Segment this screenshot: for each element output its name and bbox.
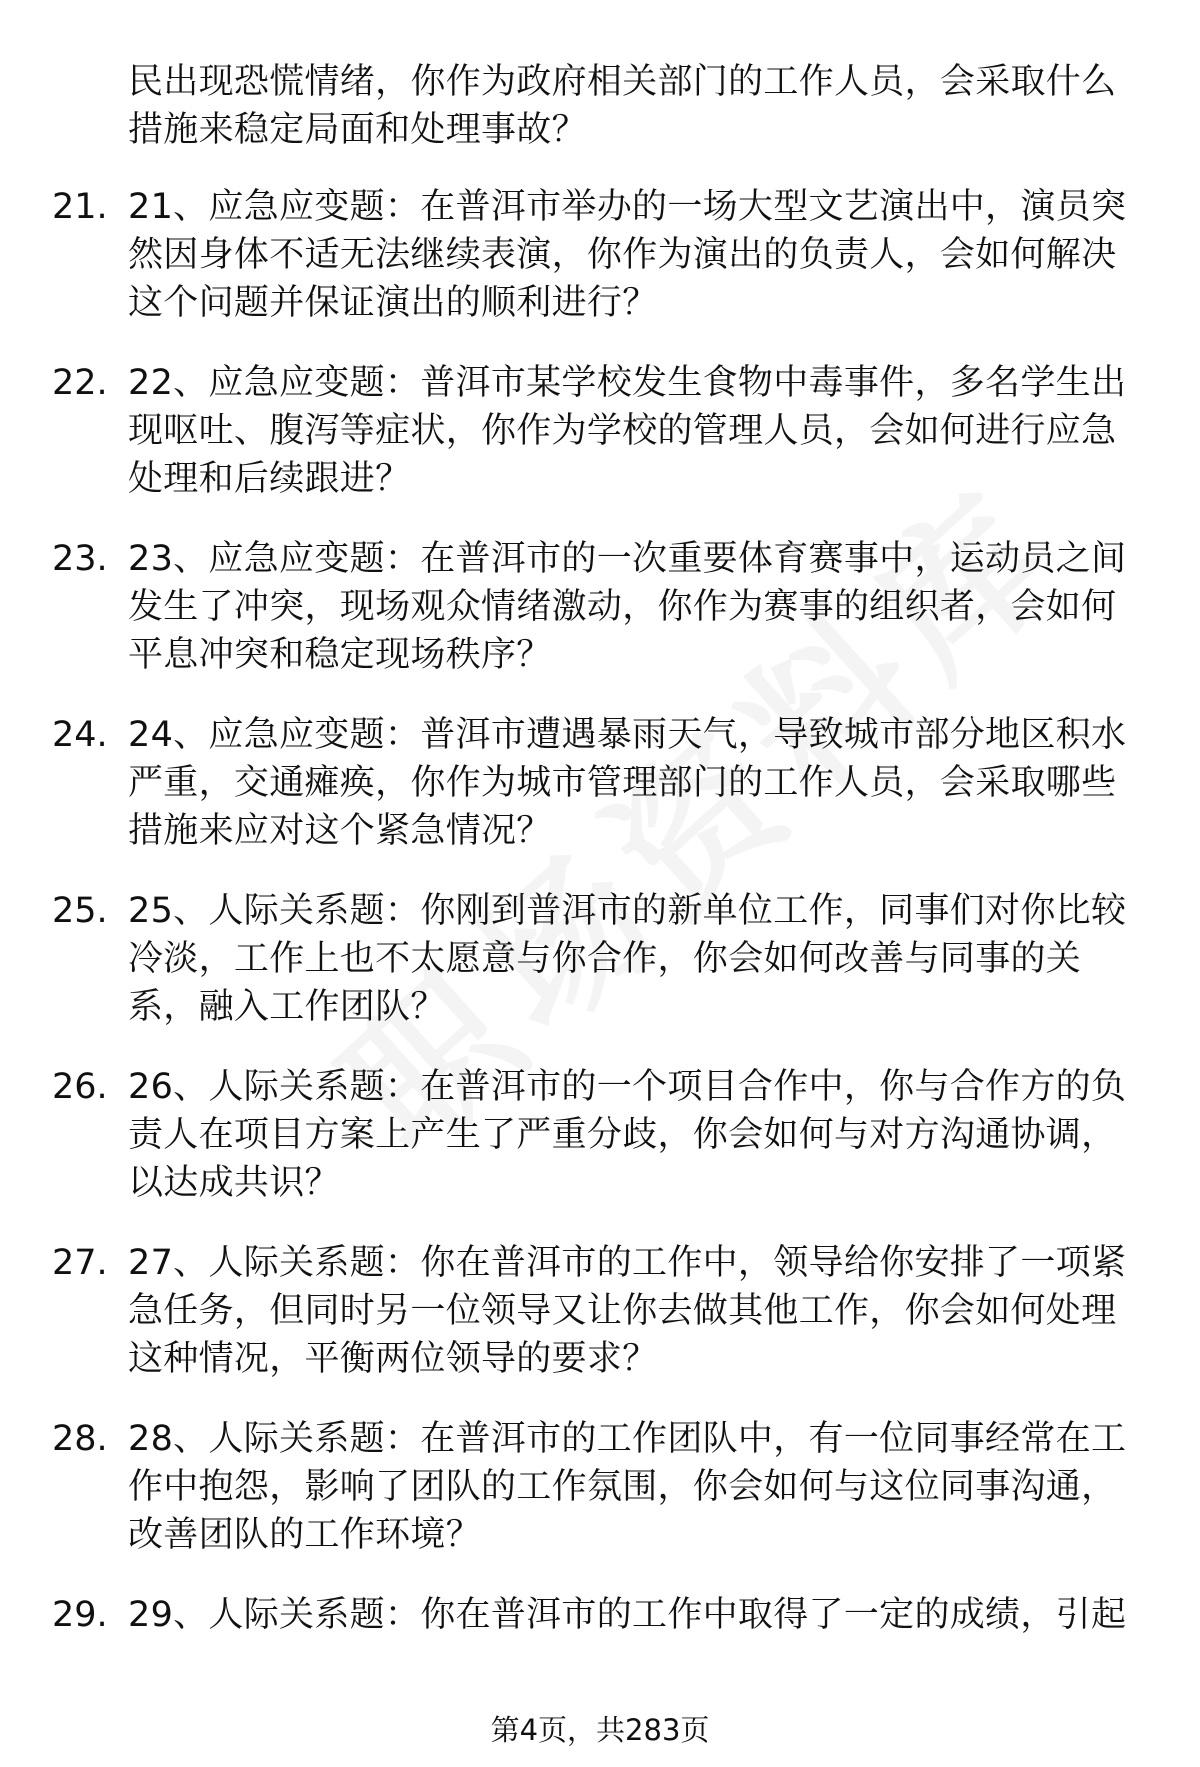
list-number: 24. (52, 715, 108, 755)
list-item (0, 1239, 1200, 1415)
question-list (0, 183, 1200, 1767)
list-number: 22. (52, 363, 108, 403)
question-text: 29、人际关系题：你在普洱市的工作中取得了一定的成绩，引起 (128, 1595, 1127, 1635)
question-text: 27、人际关系题：你在普洱市的工作中，领导给你安排了一项紧急任务，但同时另一位领导又让你去做其他工作，你会如何处理这种情况，平衡两位领导的要求？ (128, 1243, 1127, 1379)
page-footer: 第4页，共283页 (490, 1713, 710, 1747)
continuation-paragraph: 民出现恐慌情绪，你作为政府相关部门的工作人员，会采取什么措施来稳定局面和处理事故？ (128, 62, 1117, 150)
list-item (0, 1415, 1200, 1591)
list-number: 28. (52, 1419, 108, 1459)
question-text: 28、人际关系题：在普洱市的工作团队中，有一位同事经常在工作中抱怨，影响了团队的工作氛围，你会如何与这位同事沟通，改善团队的工作环境？ (128, 1419, 1127, 1555)
list-item (0, 359, 1200, 535)
list-number: 29. (52, 1595, 108, 1635)
question-text: 26、人际关系题：在普洱市的一个项目合作中，你与合作方的负责人在项目方案上产生了严重分歧，你会如何与对方沟通协调，以达成共识？ (128, 1067, 1127, 1203)
question-text: 25、人际关系题：你刚到普洱市的新单位工作，同事们对你比较冷淡，工作上也不太愿意与你合作，你会如何改善与同事的关系，融入工作团队？ (128, 891, 1127, 1027)
list-item (0, 1063, 1200, 1239)
question-text: 23、应急应变题：在普洱市的一次重要体育赛事中，运动员之间发生了冲突，现场观众情绪激动，你作为赛事的组织者，会如何平息冲突和稳定现场秩序？ (128, 539, 1127, 675)
list-number: 21. (52, 187, 108, 227)
list-number: 26. (52, 1067, 108, 1107)
list-number: 25. (52, 891, 108, 931)
list-item (0, 711, 1200, 887)
question-text: 22、应急应变题：普洱市某学校发生食物中毒事件，多名学生出现呕吐、腹泻等症状，你作为学校的管理人员，会如何进行应急处理和后续跟进？ (128, 363, 1127, 499)
question-text: 21、应急应变题：在普洱市举办的一场大型文艺演出中，演员突然因身体不适无法继续表演，你作为演出的负责人，会如何解决这个问题并保证演出的顺利进行？ (128, 187, 1127, 323)
list-item (0, 887, 1200, 1063)
question-text: 24、应急应变题：普洱市遭遇暴雨天气，导致城市部分地区积水严重，交通瘫痪，你作为城市管理部门的工作人员，会采取哪些措施来应对这个紧急情况？ (128, 715, 1127, 851)
list-number: 27. (52, 1243, 108, 1283)
list-item (0, 183, 1200, 359)
list-item (0, 535, 1200, 711)
list-number: 23. (52, 539, 108, 579)
